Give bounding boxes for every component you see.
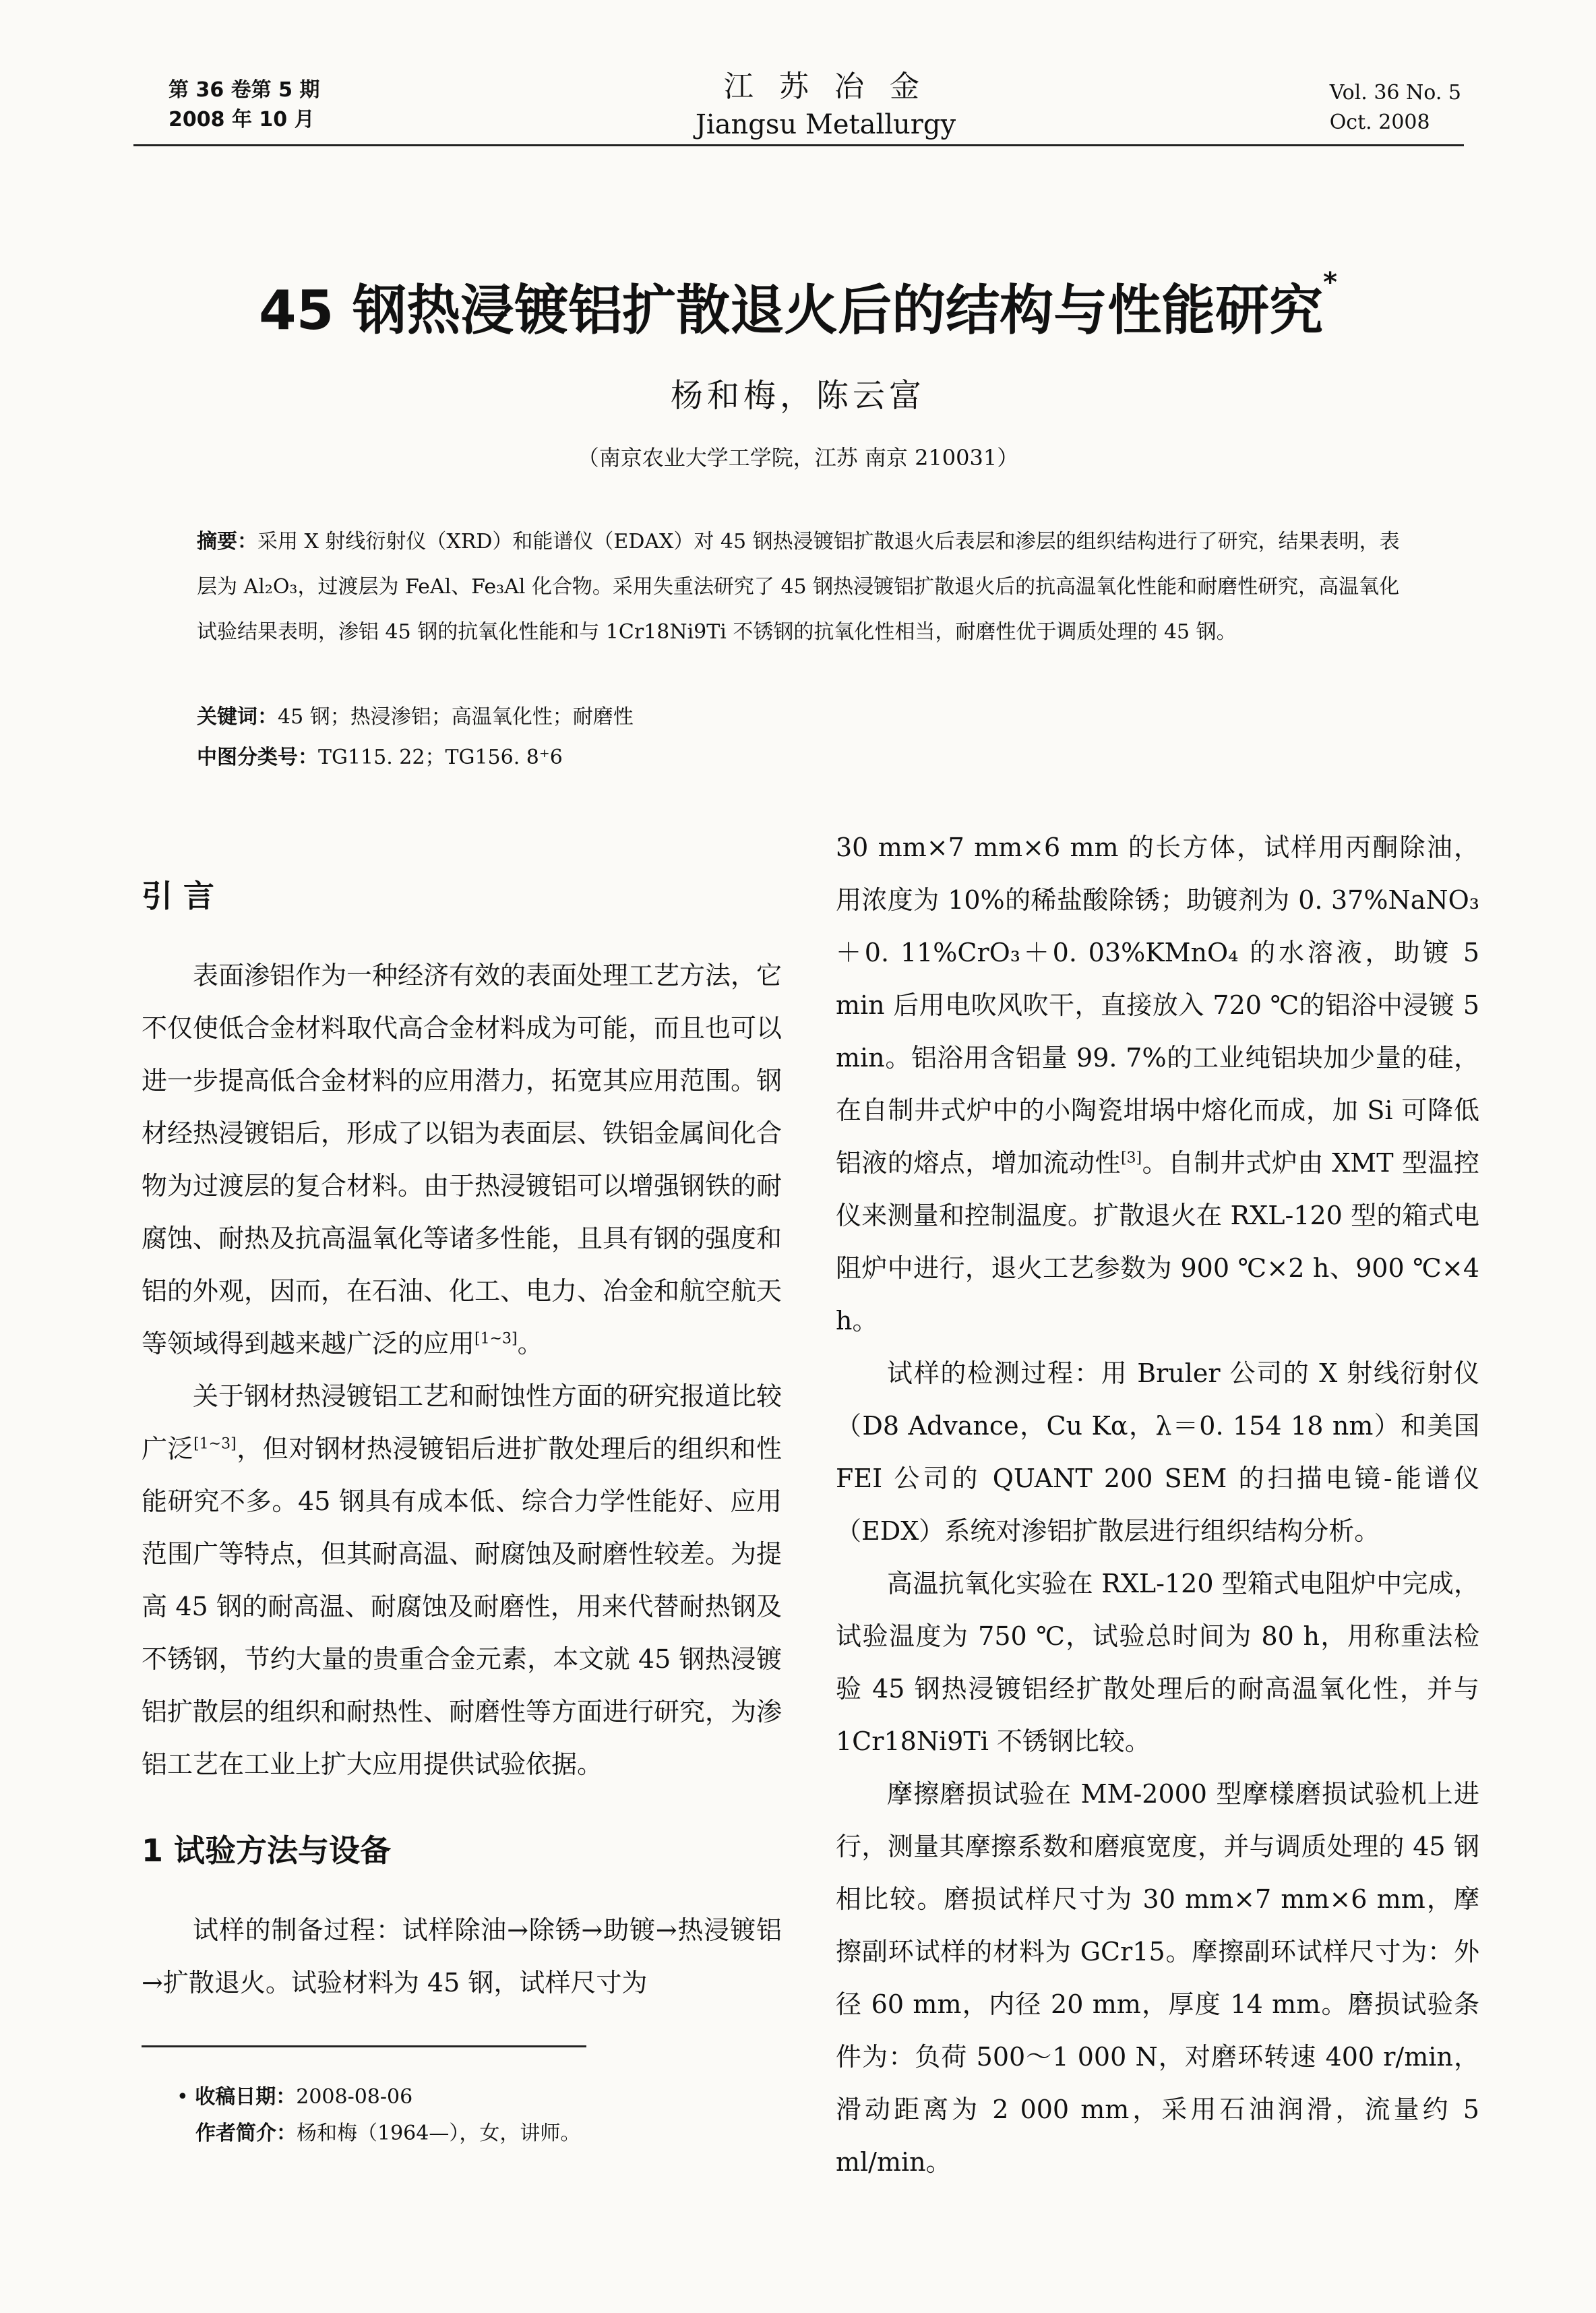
citation: [1~3]	[474, 1330, 518, 1348]
intro-p1-end: 。	[517, 1329, 543, 1358]
issue-volume: 第 36 卷第 5 期	[168, 78, 320, 102]
abstract-label: 摘要：	[197, 530, 257, 553]
journal-name-en: Jiangsu Metallurgy	[695, 109, 956, 140]
issue-info-en	[1330, 78, 1461, 138]
intro-p1-text: 表面渗铝作为一种经济有效的表面处理工艺方法，它不仅使低合金材料取代高合金材料成为可能，而且也可以进一步提高低合金材料的应用潜力，拓宽其应用范围。钢材经热浸镀铝后，形成了以铝为表面层、铁铝金属间化合物为过渡层的复合材料。由于热浸镀铝可以增强钢铁的耐腐蚀、耐热及抗高温氧化等诸多性能，且具有钢的强度和铝的外观，因而，在石油、化工、电力、冶金和航空航天等领域得到越来越广泛的应用	[142, 961, 782, 1358]
right-paragraph-0	[836, 821, 1479, 1347]
issue-info	[168, 76, 319, 135]
received-label: 收稿日期：	[195, 2085, 297, 2109]
classification-text: TG115. 22；TG156. 8⁺6	[318, 746, 563, 769]
received-date: 2008-08-06	[296, 2085, 413, 2109]
right-column	[836, 821, 1479, 2188]
section-1-paragraph-1: 试样的制备过程：试样除油→除锈→助镀→热浸镀铝→扩散退火。试验材料为 45 钢，试样尺寸为	[142, 1915, 782, 1997]
right-paragraph-2: 高温抗氧化实验在 RXL-120 型箱式电阻炉中完成，试验温度为 750 ℃，试验总时间为 80 h，用称重法检验 45 钢热浸镀铝经扩散处理后的耐高温氧化性，并与 1Cr18Ni9Ti 不锈钢比较。	[836, 1569, 1479, 1756]
bullet-icon: •	[177, 2085, 195, 2109]
issue-date-en: Oct. 2008	[1329, 111, 1430, 134]
abstract-text: 采用 X 射线衍射仪（XRD）和能谱仪（EDAX）对 45 钢热浸镀铝扩散退火后表层和渗层的组织结构进行了研究，结果表明，表层为 Al₂O₃，过渡层为 FeAl、Fe₃Al 化合物。采用失重法研究了 45 钢热浸镀铝扩散退火后的抗高温氧化性能和耐磨性研究，高温氧化试验结果表明，渗铝 45 钢的抗氧化性能和与 1Cr18Ni9Ti 不锈钢的抗氧化性相当，耐磨性优于调质处理的 45 钢。	[197, 530, 1400, 644]
keywords-text: 45 钢；热浸渗铝；高温氧化性；耐磨性	[278, 705, 634, 729]
section-1-heading: 1 试验方法与设备	[142, 1832, 392, 1869]
keywords	[197, 697, 634, 738]
right-p0-text-b: 。自制井式炉由 XMT 型温控仪来测量和控制温度。扩散退火在 RXL-120 型的箱式电阻炉中进行，退火工艺参数为 900 ℃×2 h、900 ℃×4 h。	[836, 1148, 1479, 1335]
right-paragraph-1: 试样的检测过程：用 Bruler 公司的 X 射线衍射仪（D8 Advance，Cu Kα，λ＝0. 154 18 nm）和美国 FEI 公司的 QUANT 200 SEM 的扫描电镜-能谱仪（EDX）系统对渗铝扩散层进行组织结构分析。	[836, 1358, 1479, 1546]
right-p0-text: 30 mm×7 mm×6 mm 的长方体，试样用丙酮除油，用浓度为 10%的稀盐酸除锈；助镀剂为 0. 37%NaNO₃＋0. 11%CrO₃＋0. 03%KMnO₄ 的水溶液，助镀 5 min 后用电吹风吹干，直接放入 720 ℃的铝浴中浸镀 5 min。铝浴用含铝量 99. 7%的工业纯铝块加少量的硅，在自制井式炉中的小陶瓷坩埚中熔化而成，加 Si 可降低铝液的熔点，增加流动性	[836, 833, 1479, 1178]
classification	[197, 738, 563, 778]
right-paragraph-3: 摩擦磨损试验在 MM-2000 型摩樣磨损试验机上进行，测量其摩擦系数和磨痕宽度，并与调质处理的 45 钢相比较。磨损试样尺寸为 30 mm×7 mm×6 mm，摩擦副环试样的材料为 GCr15。摩擦副环试样尺寸为：外径 60 mm，内径 20 mm，厚度 14 mm。磨损试验条件为：负荷 500～1 000 N，对磨环转速 400 r/min，滑动距离为 2 000 mm，采用石油润滑，流量约 5 ml/min。	[836, 1779, 1479, 2177]
footnote-received	[177, 2079, 580, 2115]
classification-label: 中图分类号：	[197, 746, 318, 769]
footnote-rule	[142, 2045, 586, 2047]
footnote-author	[177, 2115, 580, 2152]
issue-volume-en: Vol. 36 No. 5	[1329, 81, 1461, 104]
intro-heading: 引 言	[142, 878, 215, 914]
title-footnote-mark: *	[1323, 267, 1338, 298]
author-bio: 杨和梅（1964—），女，讲师。	[297, 2122, 581, 2145]
intro-paragraph-1	[142, 949, 782, 1370]
article-title-text: 45 钢热浸镀铝扩散退火后的结构与性能研究	[258, 279, 1324, 342]
journal-name-cn: 江 苏 冶 金	[724, 69, 927, 104]
authors: 杨和梅，陈云富	[670, 377, 925, 415]
author-bio-label: 作者简介：	[195, 2122, 297, 2145]
affiliation: （南京农业大学工学院，江苏 南京 210031）	[577, 445, 1019, 471]
left-column	[142, 870, 782, 2009]
citation: [3]	[1120, 1149, 1142, 1167]
keywords-label: 关键词：	[197, 705, 278, 729]
footnote	[177, 2079, 580, 2152]
intro-p2-text-b: ，但对钢材热浸镀铝后进扩散处理后的组织和性能研究不多。45 钢具有成本低、综合力学性能好、应用范围广等特点，但其耐高温、耐腐蚀及耐磨性较差。为提高 45 钢的耐高温、耐腐蚀及耐磨性，用来代替耐热钢及不锈钢，节约大量的贵重合金元素，本文就 45 钢热浸镀铝扩散层的组织和耐热性、耐磨性等方面进行研究，为渗铝工艺在工业上扩大应用提供试验依据。	[142, 1434, 782, 1779]
header-rule	[133, 144, 1464, 146]
intro-paragraph-2	[142, 1370, 782, 1791]
journal-name	[593, 62, 1058, 140]
article-title	[0, 267, 1596, 344]
issue-date: 2008 年 10 月	[168, 108, 315, 131]
citation: [1~3]	[193, 1435, 237, 1453]
intro-p2-text-a: 关于钢材热浸镀铝工艺和耐蚀性方面的研究报道比较广泛	[142, 1381, 782, 1464]
abstract	[197, 519, 1410, 655]
